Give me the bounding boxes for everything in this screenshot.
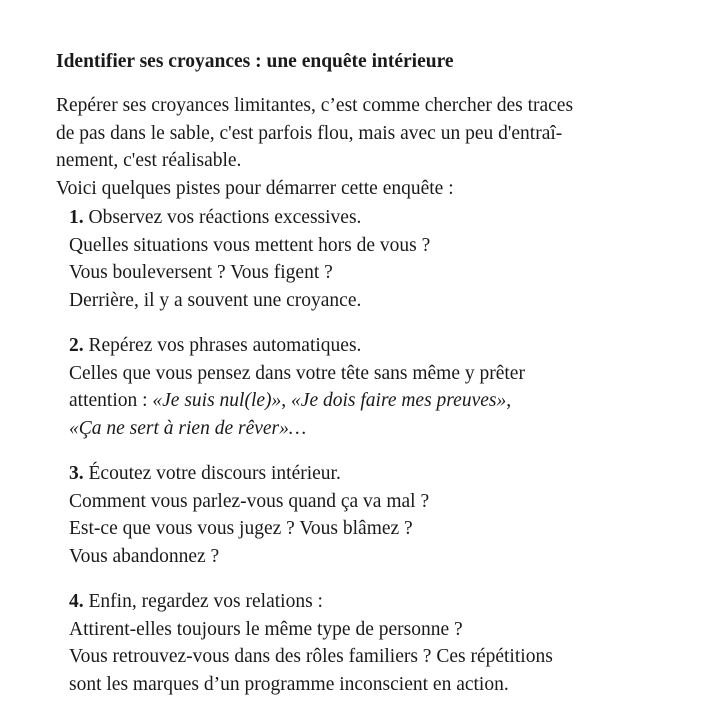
tips-list (69, 204, 676, 698)
list-item (69, 460, 676, 570)
intro-paragraph (56, 92, 676, 202)
item-line: Vous bouleversent ? Vous figent ? (69, 262, 333, 283)
item-line: sont les marques d’un programme inconscient en action. (69, 673, 509, 695)
item-heading (69, 588, 676, 616)
item-heading-text: Enfin, regardez vos relations : (83, 591, 323, 612)
item-line: Comment vous parlez-vous quand ça va mal ? (69, 490, 430, 512)
line-suffix: … (288, 417, 307, 439)
intro-line: de pas dans le sable, c'est parfois flou, mais avec un peu d'entraî- (56, 122, 563, 144)
intro-line: nement, c'est réalisable. (56, 150, 242, 171)
item-line (69, 387, 676, 415)
item-number: 1. (69, 207, 84, 228)
item-number: 2. (69, 335, 84, 356)
item-number: 4. (69, 591, 84, 612)
item-line: Quelles situations vous mettent hors de vous ? (69, 234, 431, 256)
item-heading-text: Écoutez votre discours intérieur. (83, 463, 341, 484)
intro-line: Repérer ses croyances limitantes, c’est comme chercher des traces (56, 95, 574, 116)
item-line: Derrière, il y a souvent une croyance. (69, 289, 362, 311)
line-prefix: attention : (69, 390, 153, 411)
item-line: Est-ce que vous vous jugez ? Vous blâmez ? (69, 518, 413, 539)
list-item (69, 204, 676, 314)
item-heading (69, 332, 676, 360)
document-page (56, 48, 676, 698)
list-item (69, 332, 676, 442)
item-line (69, 415, 676, 443)
item-line: Celles que vous pensez dans votre tête sans même y prêter (69, 362, 525, 384)
item-number: 3. (69, 463, 84, 484)
item-line: Vous abandonnez ? (69, 545, 220, 567)
quote-italic: «Ça ne sert à rien de rêver» (69, 417, 289, 439)
line-separator: , (281, 390, 292, 411)
item-heading-text: Observez vos réactions excessives. (83, 207, 362, 228)
item-line: Vous retrouvez-vous dans des rôles familiers ? Ces répétitions (69, 646, 553, 667)
line-suffix: , (506, 390, 512, 411)
list-item (69, 588, 676, 698)
quote-italic: «Je dois faire mes preuves» (291, 390, 507, 411)
item-line: Attirent-elles toujours le même type de personne ? (69, 618, 463, 640)
quote-italic: «Je suis nul(le)» (152, 390, 282, 411)
section-title: Identifier ses croyances : une enquête intérieure (56, 51, 454, 72)
intro-line: Voici quelques pistes pour démarrer cette enquête : (56, 177, 454, 199)
item-heading (69, 460, 676, 488)
item-heading-text: Repérez vos phrases automatiques. (83, 335, 362, 356)
item-heading (69, 204, 676, 232)
